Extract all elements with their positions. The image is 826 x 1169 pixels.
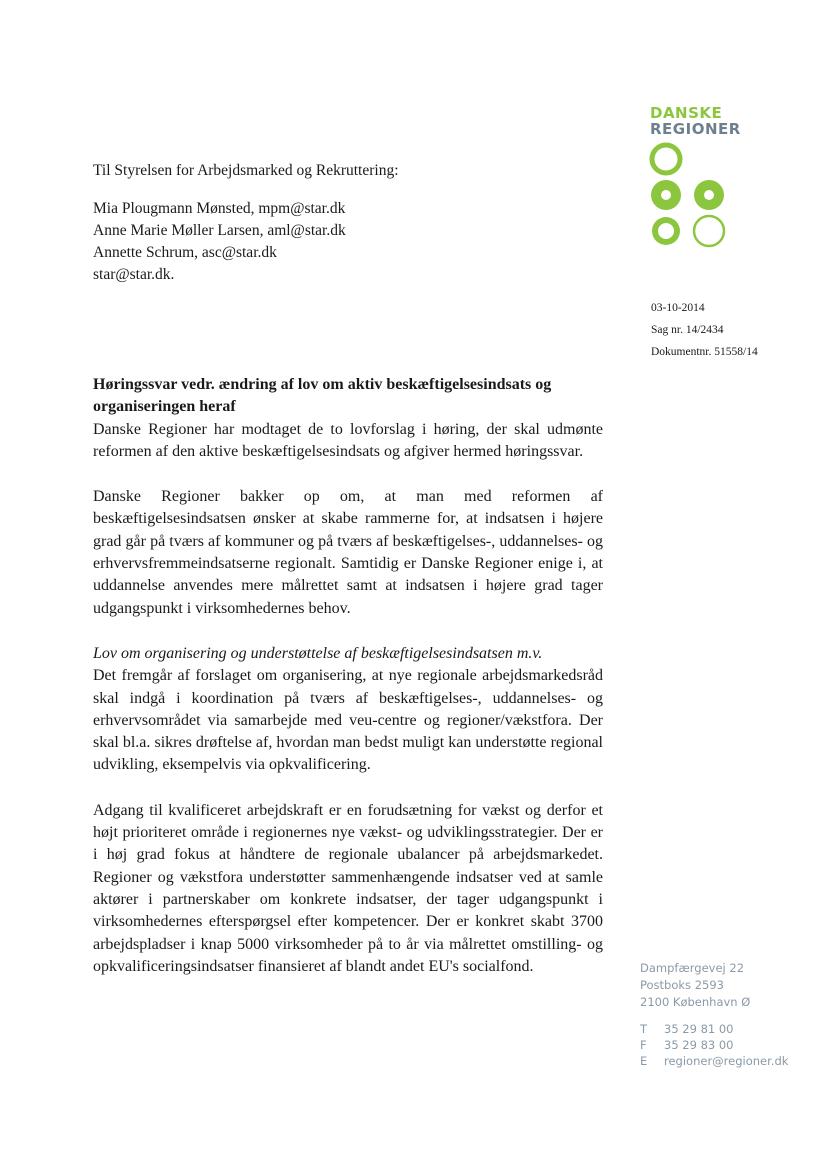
- logo-wordmark: [650, 105, 741, 137]
- recipient-line: Annette Schrum, asc@star.dk: [93, 244, 277, 261]
- letter-paragraph: Adgang til kvalificeret arbejdskraft er en forudsætning for vækst og derfor et højt prioriteret område i regionernes nye vækst- og udviklingsstrategier. Der er i høj grad fokus at håndtere de regionale ubalancer på arbejdsmarkedet. Regioner og vækstfora understøtter sammenhængende indsatser ved at samle aktører i partnerskaber om konkrete indsatser, der tager udgangspunkt i virksomhedernes efterspørgsel efter kompetencer. Der er konkret skabt 3700 arbejdspladser i knap 5000 virksomheder på to år via målrettet omstilling- og opkvalificeringsindsatser finansieret af blandt andet EU's socialfond.: [93, 801, 603, 975]
- phone-label: T: [640, 1022, 648, 1036]
- paragraph-spacer: [93, 620, 603, 643]
- logo-line-regioner: REGIONER: [650, 120, 741, 138]
- address-city: 2100 København Ø: [640, 995, 751, 1009]
- contact-email-row: [640, 1053, 788, 1069]
- danske-regioner-logo-icon: [646, 142, 730, 254]
- recipient-line: star@star.dk.: [93, 266, 175, 283]
- section-subheading: Lov om organisering og understøttelse af beskæftigelsesindsatsen m.v.: [93, 644, 543, 662]
- case-number: Sag nr. 14/2434: [651, 324, 724, 336]
- fax-number: 35 29 83 00: [664, 1038, 734, 1052]
- email-label: E: [640, 1054, 648, 1068]
- recipient-block: [93, 160, 399, 286]
- paragraph-spacer: [93, 777, 603, 800]
- letter-body: [93, 374, 603, 978]
- phone-number: 35 29 81 00: [664, 1022, 734, 1036]
- fax-label: F: [640, 1038, 647, 1052]
- letter-paragraph: Danske Regioner har modtaget de to lovforslag i høring, der skal udmønte reformen af den aktive beskæftigelsesindsats og afgiver hermed høringssvar.: [93, 420, 603, 460]
- document-date: 03-10-2014: [651, 302, 705, 314]
- letter-heading: Høringssvar vedr. ændring af lov om aktiv beskæftigelsesindsats og organiseringen heraf: [93, 376, 552, 416]
- recipient-heading: Til Styrelsen for Arbejdsmarked og Rekruttering:: [93, 162, 399, 179]
- document-number: Dokumentnr. 51558/14: [651, 346, 758, 358]
- address-box: Postboks 2593: [640, 978, 724, 992]
- letter-paragraph: Danske Regioner bakker op om, at man med reformen af beskæftigelsesindsatsen ønsker at skabe rammerne for, at indsatsen i højere grad går på tværs af kommuner og på tværs af beskæftigelses-, uddannelses- og erhvervsfremmeindsatserne regionalt. Samtidig er Danske Regioner enige i, at uddannelse anvendes mere målrettet samt at indsatsen i højere grad tager udgangspunkt i virksomhedernes behov.: [93, 488, 603, 617]
- contact-fax-row: [640, 1037, 788, 1053]
- contact-info: [640, 1021, 788, 1069]
- recipient-line: Anne Marie Møller Larsen, aml@star.dk: [93, 222, 346, 239]
- postal-address: [640, 960, 750, 1011]
- paragraph-spacer: [93, 463, 603, 486]
- recipient-line: Mia Plougmann Mønsted, mpm@star.dk: [93, 200, 346, 217]
- document-meta: [651, 297, 758, 363]
- contact-phone-row: [640, 1021, 788, 1037]
- email-address: regioner@regioner.dk: [664, 1054, 789, 1068]
- address-street: Dampfærgevej 22: [640, 961, 745, 975]
- letter-paragraph: Det fremgår af forslaget om organisering, at nye regionale arbejdsmarkedsråd skal indgå i koordination på tværs af beskæftigelses-, uddannelses- og erhvervsområdet via samarbejde med veu-centre og regioner/vækstfora. Der skal bl.a. sikres drøftelse af, hvordan man bedst muligt kan understøtte regional udvikling, eksempelvis via opkvalificering.: [93, 667, 603, 774]
- logo-line-danske: DANSKE: [650, 104, 723, 122]
